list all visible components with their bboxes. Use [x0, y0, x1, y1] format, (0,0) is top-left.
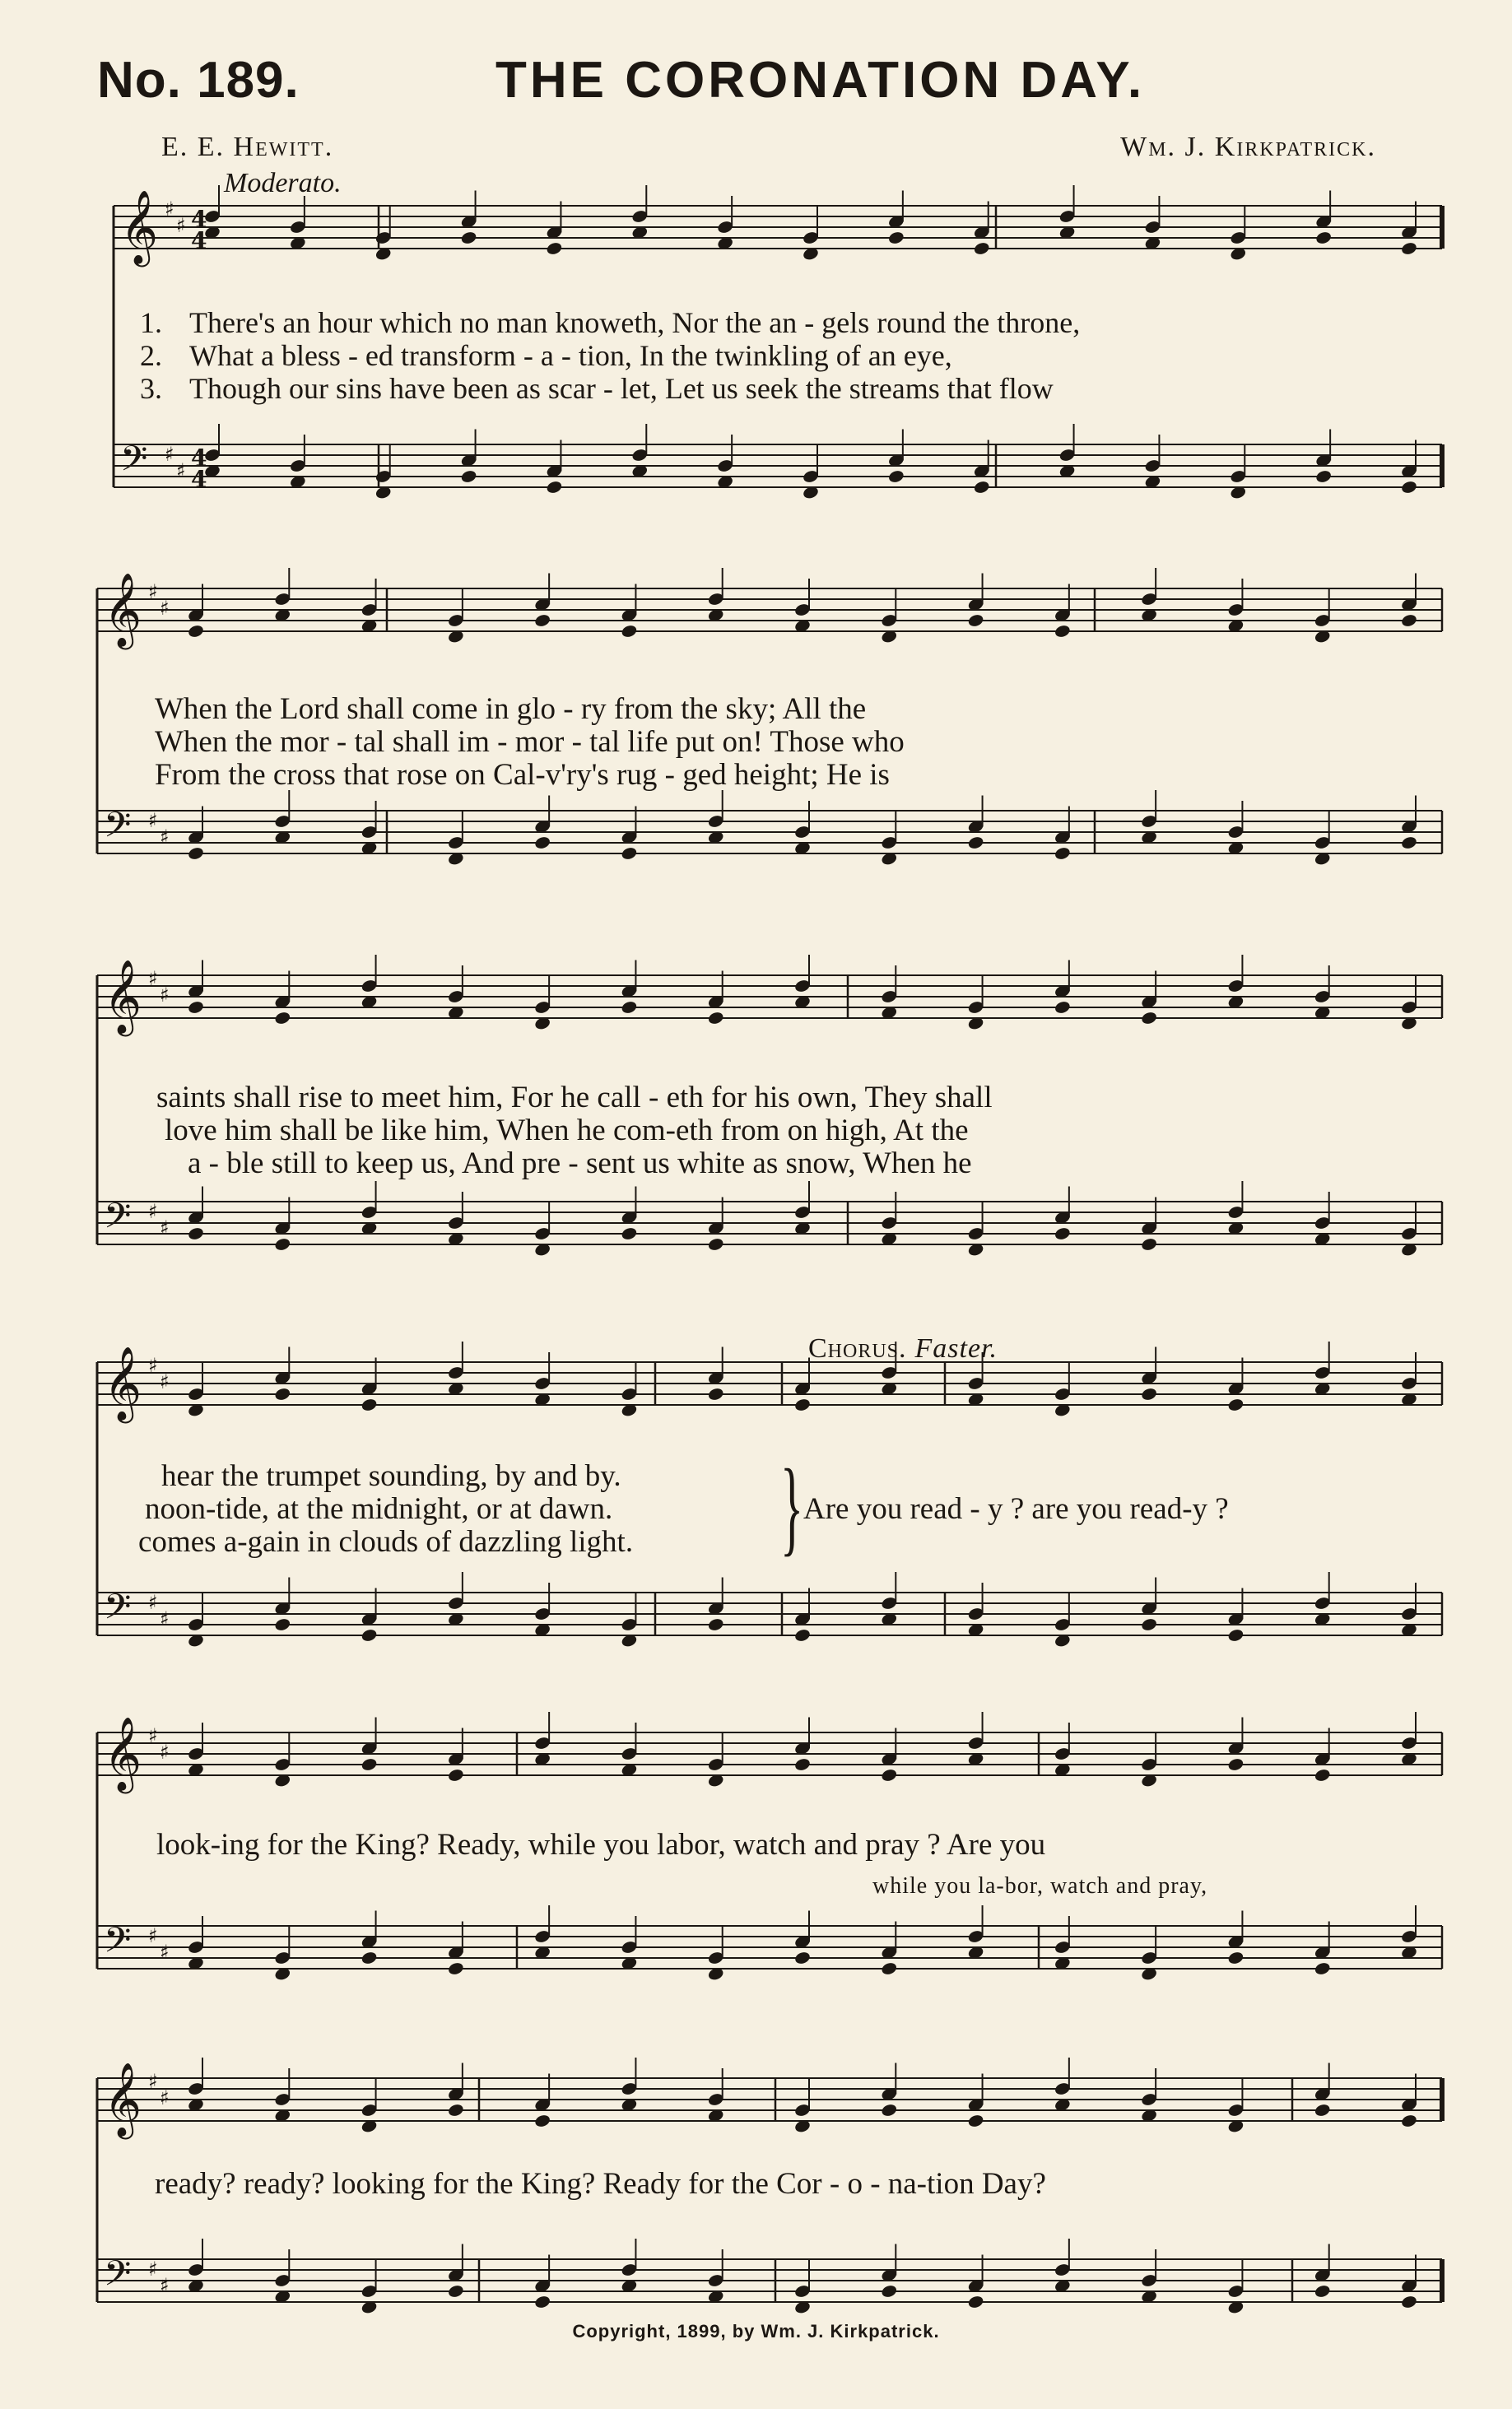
sharp-icon: ♯: [148, 1200, 158, 1223]
note-head: [887, 469, 905, 484]
bass-clef-icon: 𝄢: [104, 805, 132, 854]
note-head: [1400, 835, 1417, 850]
bass-time-signature-top: 4: [191, 444, 207, 472]
bass-clef-icon: 𝄢: [120, 439, 148, 488]
sharp-icon: ♯: [148, 2258, 158, 2281]
note-head: [1400, 241, 1417, 256]
chorus-tempo: Faster.: [914, 1333, 998, 1364]
verse-2-line-3: love him shall be like him, When he com-eth from on high, At the: [165, 1114, 969, 1147]
treble-clef-icon: 𝄞: [104, 1717, 142, 1791]
treble-time-signature-top: 4: [191, 206, 207, 233]
note-head: [361, 1757, 378, 1772]
note-head: [1054, 846, 1071, 861]
bass-clef-icon: 𝄢: [104, 1196, 132, 1245]
note-head: [1400, 613, 1417, 628]
sharp-icon: ♯: [176, 214, 186, 237]
note-head: [1140, 1011, 1157, 1025]
note-head: [546, 480, 563, 495]
note-head: [460, 230, 477, 245]
note-head: [973, 241, 990, 256]
treble-clef-icon: 𝄞: [120, 190, 159, 264]
note-head: [1140, 1387, 1157, 1402]
sharp-icon: ♯: [160, 984, 170, 1007]
verse-2-line-4: noon-tide, at the midnight, or at dawn.: [145, 1492, 613, 1526]
note-head: [1140, 1237, 1157, 1252]
treble-clef-icon: 𝄞: [104, 1346, 142, 1421]
composer: Wm. J. Kirkpatrick.: [1120, 132, 1376, 162]
verse-3-line-1: [140, 372, 1457, 405]
verse-text: There's an hour which no man knoweth, Nor the an - gels round the throne,: [189, 306, 1081, 339]
note-head: [187, 1226, 204, 1241]
sharp-icon: ♯: [148, 580, 158, 603]
note-head: [1054, 1226, 1071, 1241]
sharp-icon: ♯: [165, 198, 174, 221]
note-head: [447, 1768, 464, 1783]
verse-number: 1.: [140, 306, 162, 339]
note-head: [621, 1000, 638, 1015]
note-head: [447, 2103, 464, 2118]
note-head: [621, 1226, 638, 1241]
note-head: [361, 1397, 378, 1412]
sharp-icon: ♯: [160, 1941, 170, 1964]
sharp-icon: ♯: [160, 1216, 170, 1239]
bass-time-signature-bottom: 4: [191, 466, 207, 493]
sharp-icon: ♯: [165, 443, 174, 466]
bass-clef-icon: 𝄢: [104, 1920, 132, 1970]
note-head: [793, 1628, 811, 1643]
note-head: [1227, 1397, 1244, 1412]
note-head: [707, 1387, 724, 1402]
sharp-icon: ♯: [148, 1591, 158, 1614]
hymn-number: No. 189.: [97, 52, 300, 109]
note-head: [274, 1617, 291, 1632]
verse-number: 3.: [140, 372, 162, 405]
note-head: [1314, 2103, 1331, 2118]
bass-clef-icon: 𝄢: [104, 1587, 132, 1636]
note-head: [533, 2295, 551, 2309]
note-head: [1400, 2114, 1417, 2128]
tempo-marking: Moderato.: [224, 168, 342, 198]
note-head: [361, 1951, 378, 1965]
note-head: [887, 230, 905, 245]
note-head: [967, 835, 984, 850]
note-head: [274, 1011, 291, 1025]
note-head: [1314, 1961, 1331, 1976]
note-head: [793, 1757, 811, 1772]
note-head: [881, 1961, 898, 1976]
chorus-line-1: Are you read - y ? are you read-y ?: [803, 1492, 1229, 1526]
note-head: [1227, 1757, 1244, 1772]
note-head: [533, 613, 551, 628]
verse-3-line-4: comes a-gain in clouds of dazzling light.: [138, 1525, 634, 1559]
note-head: [187, 624, 204, 639]
note-head: [707, 1237, 724, 1252]
chorus-bass-words: while you la-bor, watch and pray,: [872, 1873, 1208, 1899]
note-head: [533, 835, 551, 850]
note-head: [707, 1011, 724, 1025]
sharp-icon: ♯: [176, 459, 186, 482]
note-head: [1314, 2284, 1331, 2299]
sharp-icon: ♯: [148, 967, 158, 990]
verse-1-line-3: saints shall rise to meet him, For he call - eth for his own, They shall: [156, 1081, 993, 1114]
note-head: [361, 1628, 378, 1643]
note-head: [447, 2284, 464, 2299]
verse-3-line-3: a - ble still to keep us, And pre - sent us white as snow, When he: [188, 1146, 972, 1180]
note-head: [1227, 1951, 1244, 1965]
note-head: [1227, 1628, 1244, 1643]
note-head: [967, 2295, 984, 2309]
verse-1-line-4: hear the trumpet sounding, by and by.: [161, 1459, 621, 1493]
sharp-icon: ♯: [148, 1924, 158, 1947]
note-head: [546, 241, 563, 256]
note-head: [187, 1000, 204, 1015]
sharp-icon: ♯: [160, 2274, 170, 2297]
chorus-line-2: look-ing for the King? Ready, while you labor, watch and pray ? Are you: [156, 1828, 1046, 1862]
sharp-icon: ♯: [148, 1724, 158, 1747]
note-head: [274, 1237, 291, 1252]
note-head: [1314, 1768, 1331, 1783]
verse-1-line-1: [140, 306, 1457, 339]
note-head: [881, 1768, 898, 1783]
lyricist: E. E. Hewitt.: [161, 132, 334, 162]
note-head: [793, 1951, 811, 1965]
note-head: [1314, 469, 1332, 484]
note-head: [187, 846, 204, 861]
note-head: [973, 480, 990, 495]
note-head: [460, 469, 477, 484]
note-head: [533, 2114, 551, 2128]
note-head: [1400, 2295, 1417, 2309]
treble-clef-icon: 𝄞: [104, 960, 142, 1034]
note-head: [793, 1397, 811, 1412]
verse-2-line-1: [140, 339, 1457, 372]
note-head: [447, 1961, 464, 1976]
sharp-icon: ♯: [148, 809, 158, 832]
verse-3-line-2: From the cross that rose on Cal-v'ry's rug - ged height; He is: [155, 758, 890, 792]
note-head: [274, 1387, 291, 1402]
note-head: [1400, 480, 1417, 495]
sharp-icon: ♯: [160, 2086, 170, 2109]
verse-1-line-2: When the Lord shall come in glo - ry from the sky; All the: [155, 692, 867, 726]
copyright-notice: Copyright, 1899, by Wm. J. Kirkpatrick.: [572, 2321, 940, 2342]
sharp-icon: ♯: [160, 597, 170, 620]
sharp-icon: ♯: [160, 1607, 170, 1630]
chorus-marking: [808, 1333, 998, 1365]
verse-number: 2.: [140, 339, 162, 372]
sharp-icon: ♯: [160, 1741, 170, 1764]
chorus-line-3: ready? ready? looking for the King? Ready for the Cor - o - na-tion Day?: [155, 2167, 1046, 2201]
sharp-icon: ♯: [148, 2070, 158, 2093]
note-head: [621, 624, 638, 639]
note-head: [621, 846, 638, 861]
note-head: [1054, 1000, 1071, 1015]
note-head: [881, 2103, 898, 2118]
sharp-icon: ♯: [160, 825, 170, 849]
note-head: [967, 2114, 984, 2128]
sharp-icon: ♯: [160, 1370, 170, 1393]
treble-clef-icon: 𝄞: [104, 573, 142, 647]
note-head: [967, 613, 984, 628]
lyric-brace: }: [780, 1448, 804, 1566]
note-head: [881, 2284, 898, 2299]
treble-time-signature-bottom: 4: [191, 227, 207, 254]
sharp-icon: ♯: [148, 1354, 158, 1377]
chorus-label: Chorus.: [808, 1333, 907, 1364]
note-head: [1314, 230, 1332, 245]
treble-clef-icon: 𝄞: [104, 2063, 142, 2137]
hymn-title: THE CORONATION DAY.: [495, 52, 1146, 109]
note-head: [707, 1617, 724, 1632]
note-head: [1054, 624, 1071, 639]
verse-text: Though our sins have been as scar - let, Let us seek the streams that flow: [189, 372, 1054, 405]
verse-2-line-2: When the mor - tal shall im - mor - tal life put on! Those who: [155, 725, 905, 759]
note-head: [1140, 1617, 1157, 1632]
bass-clef-icon: 𝄢: [104, 2253, 132, 2303]
verse-text: What a bless - ed transform - a - tion, In the twinkling of an eye,: [189, 339, 952, 372]
